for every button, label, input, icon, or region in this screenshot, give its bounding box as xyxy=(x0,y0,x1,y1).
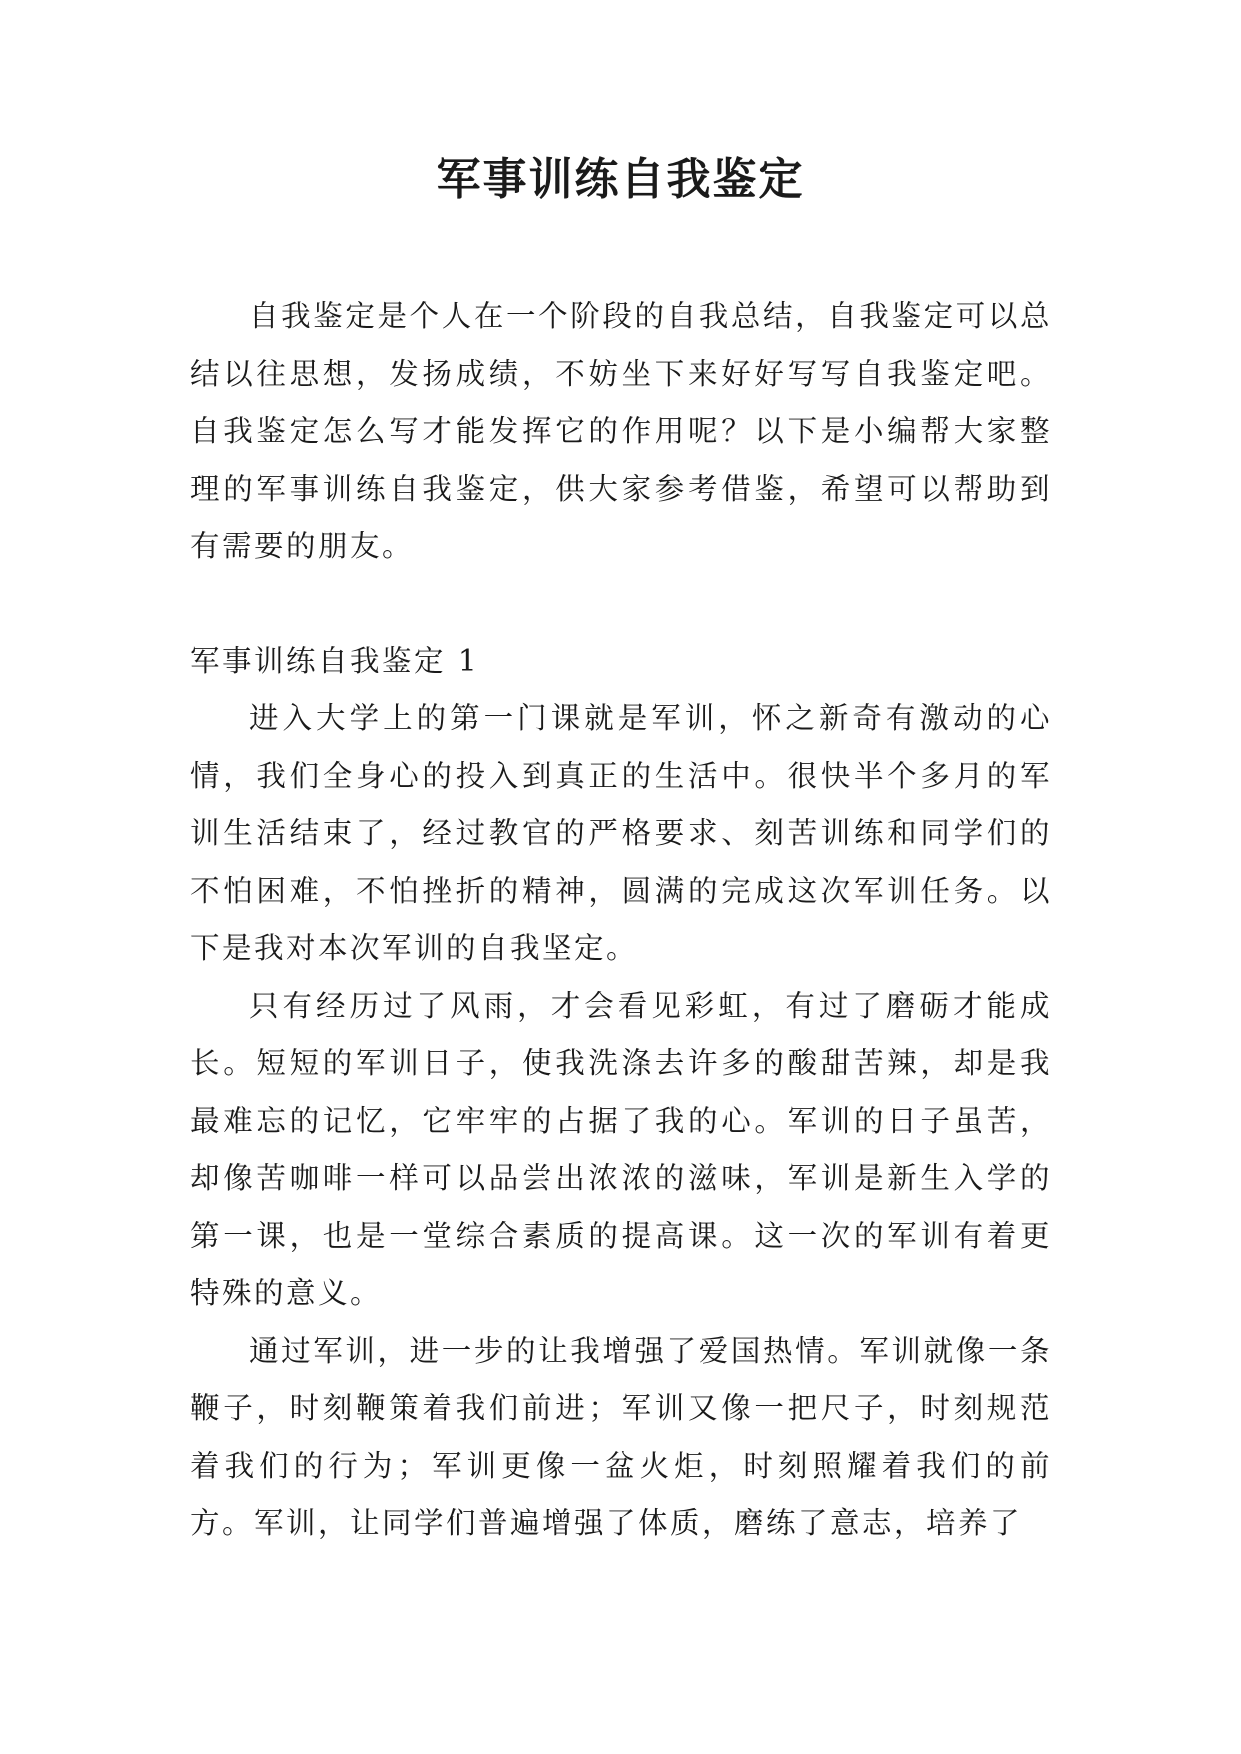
section-heading: 军事训练自我鉴定 1 xyxy=(190,643,480,678)
paragraph-spacer xyxy=(190,576,1052,633)
body-paragraph: 只有经历过了风雨，才会看见彩虹，有过了磨砺才能成长。短短的军训日子，使我洗涤去许多的酸甜苦辣，却是我最难忘的记忆，它牢牢的占据了我的心。军训的日子虽苦，却像苦咖啡一样可以品尝出浓浓的滋味，军训是新生入学的第一课，也是一堂综合素质的提高课。这一次的军训有着更特殊的意义。 xyxy=(190,988,1052,1310)
intro-paragraph: 自我鉴定是个人在一个阶段的自我总结，自我鉴定可以总结以往思想，发扬成绩，不妨坐下来好好写写自我鉴定吧。自我鉴定怎么写才能发挥它的作用呢？以下是小编帮大家整理的军事训练自我鉴定，供大家参考借鉴，希望可以帮助到有需要的朋友。 xyxy=(190,299,1052,563)
document-body xyxy=(190,288,1052,1553)
document-title: 军事训练自我鉴定 xyxy=(436,154,805,205)
body-paragraph: 通过军训，进一步的让我增强了爱国热情。军训就像一条鞭子，时刻鞭策着我们前进；军训又像一把尺子，时刻规范着我们的行为；军训更像一盆火炬，时刻照耀着我们的前方。军训，让同学们普遍增强了体质，磨练了意志，培养了 xyxy=(190,1333,1052,1540)
body-paragraph: 进入大学上的第一门课就是军训，怀之新奇有激动的心情，我们全身心的投入到真正的生活中。很快半个多月的军训生活结束了，经过教官的严格要求、刻苦训练和同学们的不怕困难，不怕挫折的精神，圆满的完成这次军训任务。以下是我对本次军训的自我坚定。 xyxy=(190,701,1052,965)
